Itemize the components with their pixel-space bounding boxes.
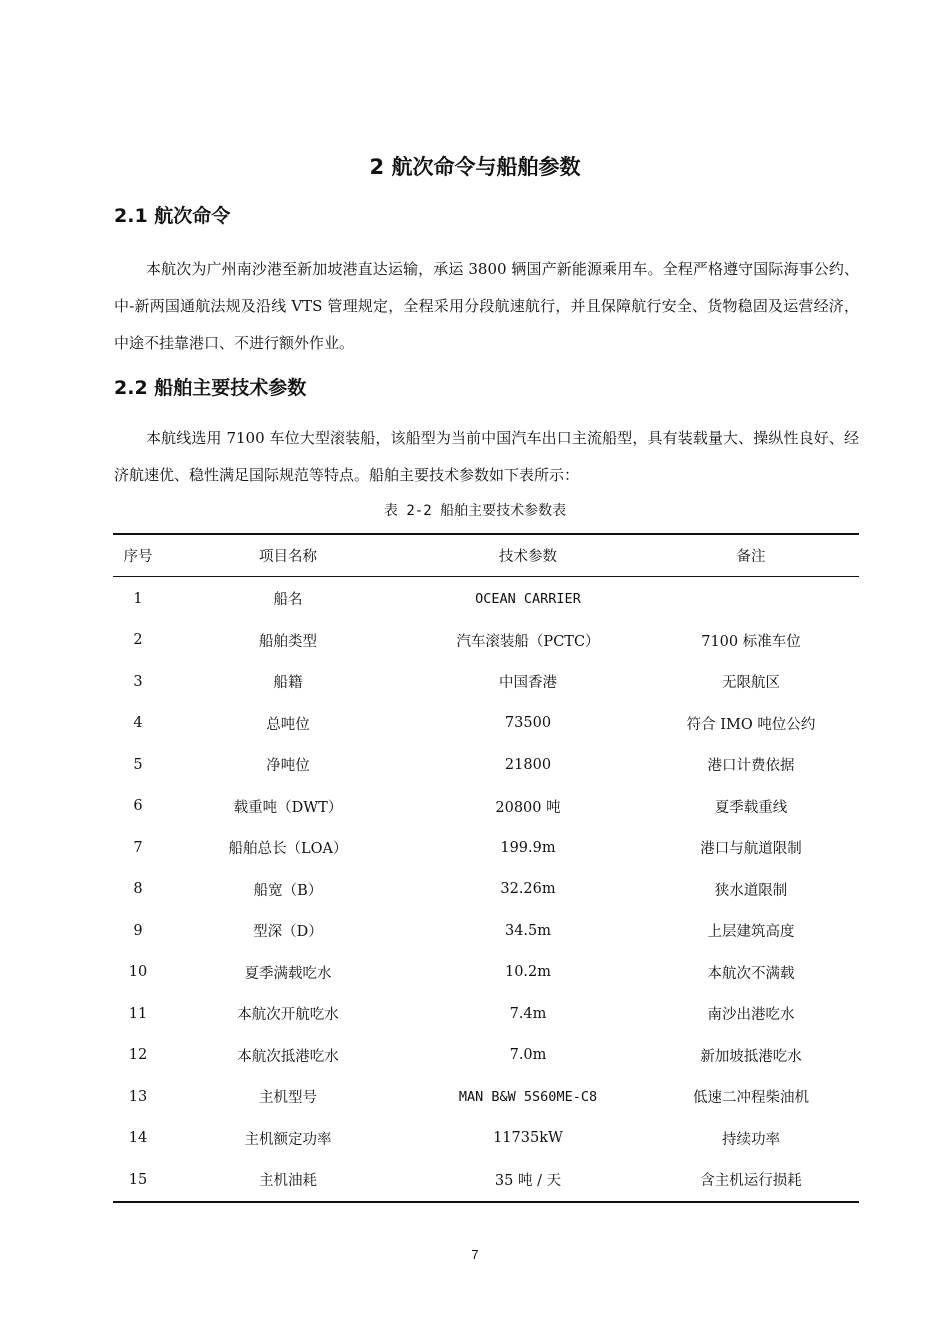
cell-no: 1 [133,590,143,607]
table-row [113,661,859,703]
cell-item: 型深（D） [253,924,323,941]
chapter-title: 2 航次命令与船舶参数 [369,155,581,179]
section-title-ship-parameters: 2.2 船舶主要技术参数 [114,377,307,399]
page-number: 7 [471,1247,479,1262]
cell-value: 7.0m [509,1047,547,1064]
cell-item: 船舶总长（LOA） [228,841,348,858]
table-row [113,786,859,828]
cell-value: 汽车滚装船（PCTC） [456,633,600,650]
cell-item: 夏季满载吃水 [244,965,332,982]
table-row [113,744,859,786]
cell-item: 净吨位 [266,758,310,775]
cell-value: 32.26m [500,881,556,898]
section-title-voyage-order: 2.1 航次命令 [114,205,231,227]
cell-item: 船籍 [273,675,303,692]
paragraph-voyage-order: 本航次为广州南沙港至新加坡港直达运输，承运 3800 辆国产新能源乘用车。全程严格遵守国际海事公约、中-新两国通航法规及沿线 VTS 管理规定，全程采用分段航速航行，并且保障航行安全、货物稳固及运营经济，中途不挂靠港口、不进行额外作业。 [114,260,859,352]
table-row [113,1118,859,1160]
cell-no: 6 [133,798,143,815]
table-row [113,1035,859,1077]
cell-value: 73500 [504,715,552,732]
cell-item: 总吨位 [266,716,310,733]
cell-item: 本航次开航吃水 [237,1007,339,1024]
cell-remark: 港口计费依据 [707,758,795,775]
table-row [113,869,859,911]
table-row [113,703,859,745]
cell-remark: 无限航区 [722,675,780,692]
cell-no: 13 [128,1088,148,1105]
cell-no: 11 [128,1005,148,1022]
table-row [113,910,859,952]
cell-item: 船名 [273,592,303,609]
cell-item: 主机额定功率 [244,1131,332,1148]
cell-no: 14 [128,1130,148,1147]
paragraph-ship-parameters: 本航线选用 7100 车位大型滚装船，该船型为当前中国汽车出口主流船型，具有装载量大、操纵性良好、经济航速优、稳性满足国际规范等特点。船舶主要技术参数如下表所示： [114,429,859,484]
cell-no: 3 [133,673,143,690]
cell-item: 船宽（B） [253,882,323,899]
cell-value: 21800 [504,756,552,773]
cell-remark: 上层建筑高度 [707,924,795,941]
table-row [113,952,859,994]
cell-item: 载重吨（DWT） [233,799,343,816]
cell-remark: 7100 标准车位 [701,633,801,650]
header-cell-no: 序号 [123,549,153,565]
cell-no: 9 [133,922,143,939]
cell-remark: 含主机运行损耗 [700,1173,802,1190]
cell-value: 20800 吨 [495,799,561,816]
table-row [113,1159,859,1202]
cell-value: 35 吨 / 天 [494,1173,562,1190]
cell-value: 7.4m [509,1005,547,1022]
cell-value: MAN B&W 5S60ME-C8 [458,1088,598,1105]
cell-no: 15 [128,1171,148,1188]
cell-remark: 持续功率 [722,1131,780,1148]
cell-no: 7 [133,839,143,856]
cell-remark: 港口与航道限制 [700,841,802,858]
cell-remark: 本航次不满载 [707,965,795,982]
header-cell-item: 项目名称 [259,549,317,565]
ship-parameters-table [113,533,859,1203]
cell-item: 主机油耗 [259,1173,317,1190]
cell-value: 中国香港 [499,675,557,692]
cell-item: 船舶类型 [259,633,317,650]
cell-value: OCEAN CARRIER [475,590,581,607]
cell-no: 12 [128,1047,148,1064]
header-cell-value: 技术参数 [499,549,557,565]
header-cell-remark: 备注 [736,549,766,565]
cell-remark: 南沙出港吃水 [707,1007,795,1024]
cell-value: 11735kW [493,1130,563,1147]
cell-remark: 新加坡抵港吃水 [700,1048,802,1065]
cell-no: 2 [133,632,143,649]
cell-no: 8 [133,881,143,898]
table-caption: 表 2-2 船舶主要技术参数表 [383,503,567,519]
cell-remark: 符合 IMO 吨位公约 [686,716,816,733]
cell-remark: 夏季载重线 [714,799,788,816]
cell-value: 199.9m [500,839,556,856]
cell-remark [643,577,859,620]
cell-item: 主机型号 [259,1090,317,1107]
cell-value: 34.5m [504,922,552,939]
table-row [113,577,859,620]
cell-value: 10.2m [504,964,552,981]
cell-remark: 低速二冲程柴油机 [693,1090,809,1107]
cell-remark: 狭水道限制 [714,882,788,899]
table-row [113,993,859,1035]
table-row [113,1076,859,1118]
cell-item: 本航次抵港吃水 [237,1048,339,1065]
table-row [113,827,859,869]
cell-no: 5 [133,756,143,773]
cell-no: 4 [133,715,143,732]
table-row [113,620,859,662]
table-header-row [113,534,859,577]
cell-no: 10 [128,964,148,981]
